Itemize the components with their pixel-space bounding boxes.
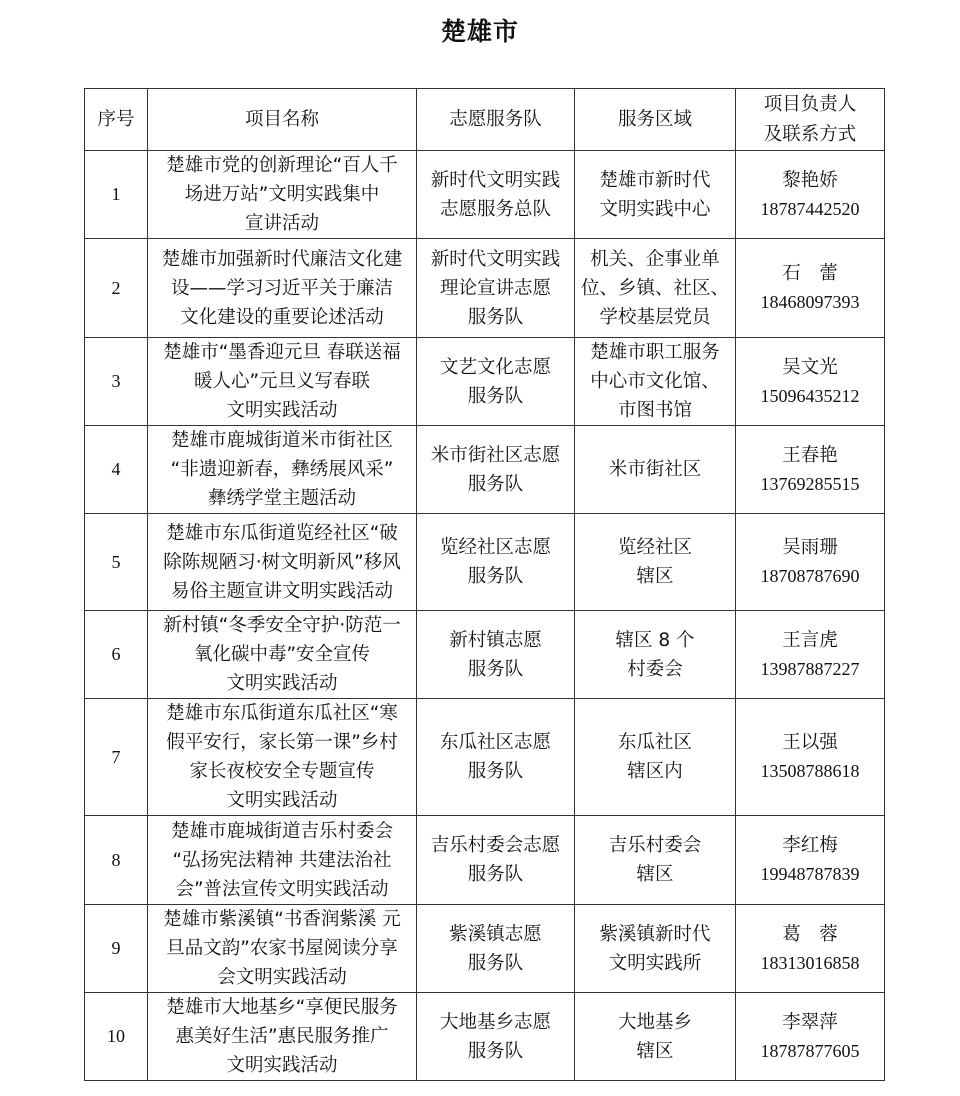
project-name: 楚雄市东瓜街道东瓜社区“寒 假平安行，家长第一课”乡村 家长夜校安全专题宣传 文明实践活动	[148, 699, 417, 816]
row-number: 9	[85, 905, 148, 993]
contact-cell	[736, 816, 885, 905]
person-name: 王言虎	[782, 629, 838, 651]
table-row	[85, 239, 885, 338]
service-area: 大地基乡 辖区	[575, 993, 736, 1081]
service-area: 吉乐村委会 辖区	[575, 816, 736, 905]
row-number: 5	[85, 514, 148, 611]
row-number: 8	[85, 816, 148, 905]
table-row	[85, 338, 885, 426]
phone-number: 18313016858	[760, 952, 860, 973]
volunteer-team: 东瓜社区志愿 服务队	[417, 699, 575, 816]
volunteer-team: 新时代文明实践 理论宣讲志愿 服务队	[417, 239, 575, 338]
volunteer-team: 吉乐村委会志愿 服务队	[417, 816, 575, 905]
table-row	[85, 699, 885, 816]
person-name: 王春艳	[782, 444, 838, 466]
header-project-name: 项目名称	[148, 89, 417, 151]
table-row	[85, 905, 885, 993]
row-number: 10	[85, 993, 148, 1081]
contact-cell	[736, 699, 885, 816]
row-number: 3	[85, 338, 148, 426]
header-number: 序号	[85, 89, 148, 151]
row-number: 7	[85, 699, 148, 816]
phone-number: 18468097393	[760, 292, 860, 312]
contact-cell	[736, 993, 885, 1081]
phone-number: 19948787839	[760, 864, 860, 884]
service-area: 紫溪镇新时代 文明实践所	[575, 905, 736, 993]
page-title: 楚雄市	[440, 17, 519, 46]
contact-cell	[736, 514, 885, 611]
row-number: 6	[85, 611, 148, 699]
volunteer-team: 米市街社区志愿 服务队	[417, 426, 575, 514]
project-name: 楚雄市党的创新理论“百人千 场进万站”文明实践集中 宣讲活动	[148, 151, 417, 239]
service-area: 米市街社区	[575, 426, 736, 514]
contact-cell	[736, 239, 885, 338]
project-name: 楚雄市鹿城街道米市街社区 “非遗迎新春，彝绣展风采” 彝绣学堂主题活动	[148, 426, 417, 514]
volunteer-team: 新时代文明实践 志愿服务总队	[417, 151, 575, 239]
contact-cell	[736, 426, 885, 514]
phone-number: 13769285515	[760, 473, 860, 494]
phone-number: 18787877605	[760, 1040, 860, 1061]
contact-cell	[736, 151, 885, 239]
service-area: 楚雄市新时代 文明实践中心	[575, 151, 736, 239]
service-area: 楚雄市职工服务 中心市文化馆、 市图书馆	[575, 338, 736, 426]
project-name: 楚雄市“墨香迎元旦 春联送福 暖人心”元旦义写春联 文明实践活动	[148, 338, 417, 426]
service-area: 东瓜社区 辖区内	[575, 699, 736, 816]
service-area: 辖区 8 个 村委会	[575, 611, 736, 699]
table-row	[85, 426, 885, 514]
project-name: 楚雄市鹿城街道吉乐村委会 “弘扬宪法精神 共建法治社 会”普法宣传文明实践活动	[148, 816, 417, 905]
phone-number: 13508788618	[760, 761, 860, 781]
row-number: 2	[85, 239, 148, 338]
volunteer-team: 文艺文化志愿 服务队	[417, 338, 575, 426]
project-table	[84, 88, 885, 1081]
row-number: 4	[85, 426, 148, 514]
person-name: 葛 蓉	[782, 923, 838, 945]
person-name: 王以强	[782, 732, 838, 753]
contact-cell	[736, 905, 885, 993]
table-header-row	[85, 89, 885, 151]
phone-number: 18787442520	[760, 198, 860, 219]
project-name: 新村镇“冬季安全守护·防范一 氧化碳中毒”安全宣传 文明实践活动	[148, 611, 417, 699]
phone-number: 13987887227	[760, 658, 860, 679]
volunteer-team: 新村镇志愿 服务队	[417, 611, 575, 699]
table-row	[85, 514, 885, 611]
person-name: 吴文光	[782, 356, 838, 378]
volunteer-team: 大地基乡志愿 服务队	[417, 993, 575, 1081]
contact-cell	[736, 611, 885, 699]
person-name: 李红梅	[782, 835, 838, 856]
contact-cell	[736, 338, 885, 426]
person-name: 石 蕾	[782, 263, 838, 284]
project-name: 楚雄市紫溪镇“书香润紫溪 元 旦品文韵”农家书屋阅读分享 会文明实践活动	[148, 905, 417, 993]
project-name: 楚雄市东瓜街道览经社区“破 除陈规陋习·树文明新风”移风 易俗主题宣讲文明实践活动	[148, 514, 417, 611]
row-number: 1	[85, 151, 148, 239]
service-area: 机关、企事业单 位、乡镇、社区、 学校基层党员	[575, 239, 736, 338]
header-contact: 项目负责人 及联系方式	[736, 89, 885, 151]
table-row	[85, 816, 885, 905]
person-name: 吴雨珊	[782, 537, 838, 558]
person-name: 李翠萍	[782, 1011, 838, 1033]
person-name: 黎艳娇	[782, 169, 838, 191]
service-area: 览经社区 辖区	[575, 514, 736, 611]
phone-number: 18708787690	[760, 566, 860, 586]
project-name: 楚雄市加强新时代廉洁文化建 设——学习习近平关于廉洁 文化建设的重要论述活动	[148, 239, 417, 338]
header-volunteer-team: 志愿服务队	[417, 89, 575, 151]
phone-number: 15096435212	[760, 385, 860, 406]
table-row	[85, 611, 885, 699]
header-service-area: 服务区域	[575, 89, 736, 151]
table-row	[85, 993, 885, 1081]
volunteer-team: 览经社区志愿 服务队	[417, 514, 575, 611]
project-name: 楚雄市大地基乡“享便民服务 惠美好生活”惠民服务推广 文明实践活动	[148, 993, 417, 1081]
volunteer-team: 紫溪镇志愿 服务队	[417, 905, 575, 993]
table-row	[85, 151, 885, 239]
